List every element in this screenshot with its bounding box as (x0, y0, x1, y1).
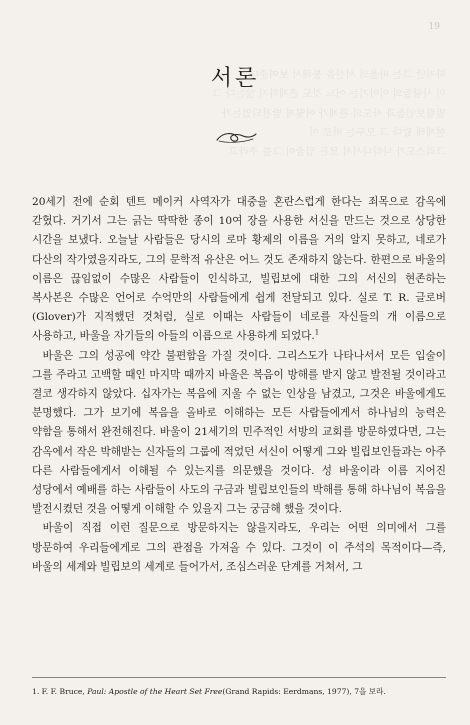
footnote-reference[interactable]: 1 (314, 328, 320, 337)
footnote-book-title: Paul: Apostle of the Heart Set Free (87, 687, 223, 696)
footnote (32, 686, 452, 697)
paragraph: 바울은 그의 성공에 약간 불편함을 가질 것이다. 그리스도가 나타나서서 모든 입술이 그를 주라고 고백할 때인 마지막 때까지 바울은 복음이 방해를 받지 않고 발전될 것이라고 결코 생각하지 않았다. 십자가는 복음에 지울 수 없는 인상을 남겼고, 그것은 바울에게도 분명했다. 그가 보기에 복음을 올바로 이해하는 모든 사람들에게서 하나님의 능력은 약함을 통해서 완전해진다. 바울이 21세기의 민주적인 서방의 교회를 방문하였다면, 그는 감옥에서 작은 박해받는 신자들의 그룹에 적었던 서신이 어떻게 그와 빌립보인들과는 아주 다른 사람들에게서 이해될 수 있는지를 의문했을 것이다. 성 바울이라 이름 지어진 성당에서 예배를 하는 사람들이 사도의 구금과 빌립보인들의 박해를 통해 하나님이 복음을 발전시켰던 것을 어떻게 이해할 수 있을지 그는 궁금해 했을 것이다. (32, 349, 446, 516)
paragraph: 바울이 직접 이런 질문으로 방문하지는 않을지라도, 우리는 어떤 의미에서 그를 방문하여 우리들에게로 그의 관점을 가져올 수 있다. 그것이 이 주석의 목적이다—즉, 바울의 세계와 빌립보의 세계로 들어가서, 조심스러운 단계를 거쳐서, 그 (32, 522, 446, 573)
bleed-through-line: 빌립보인들과 사도의 관계가 어떻게 발전되었는가 (222, 107, 446, 120)
page-number: 19 (428, 22, 440, 32)
bleed-through-line: 이 사람들의 이야기는 어느 것도 존재하지 않는다 그 (212, 88, 446, 101)
swirl-ornament-icon (213, 128, 259, 146)
footnote-publication: (Grand Rapids: Eerdmans, 1977), 7을 보라. (222, 687, 386, 696)
body-text (32, 193, 446, 577)
paragraph-text: 20세기 전에 순회 텐트 메이커 사역자가 대중을 혼란스럽게 한다는 죄목으로 감옥에 갇혔다. 거기서 그는 긁는 딱딱한 종이 10여 장을 사용한 서신을 만드는 것으로 상당한 시간을 보냈다. 오늘날 사람들은 당시의 로마 황제의 이름을 거의 알지 못하고, 네로가 다산의 작가였을지라도, 그의 문학적 유산은 어느 것도 존재하지 않는다. 한편으로 바울의 이름은 끊임없이 수많은 사람들이 인식하고, 빌립보에 대한 그의 서신의 현존하는 복사본은 수많은 언어로 수억만의 사람들에게 쉽게 전달되고 있다. 실로 T. R. 글로버(Glover)가 지적했던 것처럼, 실로 이때는 사람들이 네로를 자신들의 개 이름으로 사용하고, 바울을 자기들의 아들의 이름으로 사용하게 되었다. (32, 196, 446, 343)
bleed-through-line: 그리스도가 나타나서서 모든 입술이 그를 주라고 (228, 146, 446, 159)
footnote-author: F. F. Bruce, (41, 687, 85, 696)
bleed-through-line: 하지만 그는 바울의 서신을 통해서 보여준다 (248, 69, 446, 81)
chapter-title: 서론 (210, 65, 260, 91)
bleed-through-line: 현재해 왔다 그 모두는 바로 이 (309, 126, 446, 139)
footnote-divider (32, 677, 446, 678)
paragraph (32, 193, 446, 347)
footnote-number: 1. (32, 687, 40, 696)
